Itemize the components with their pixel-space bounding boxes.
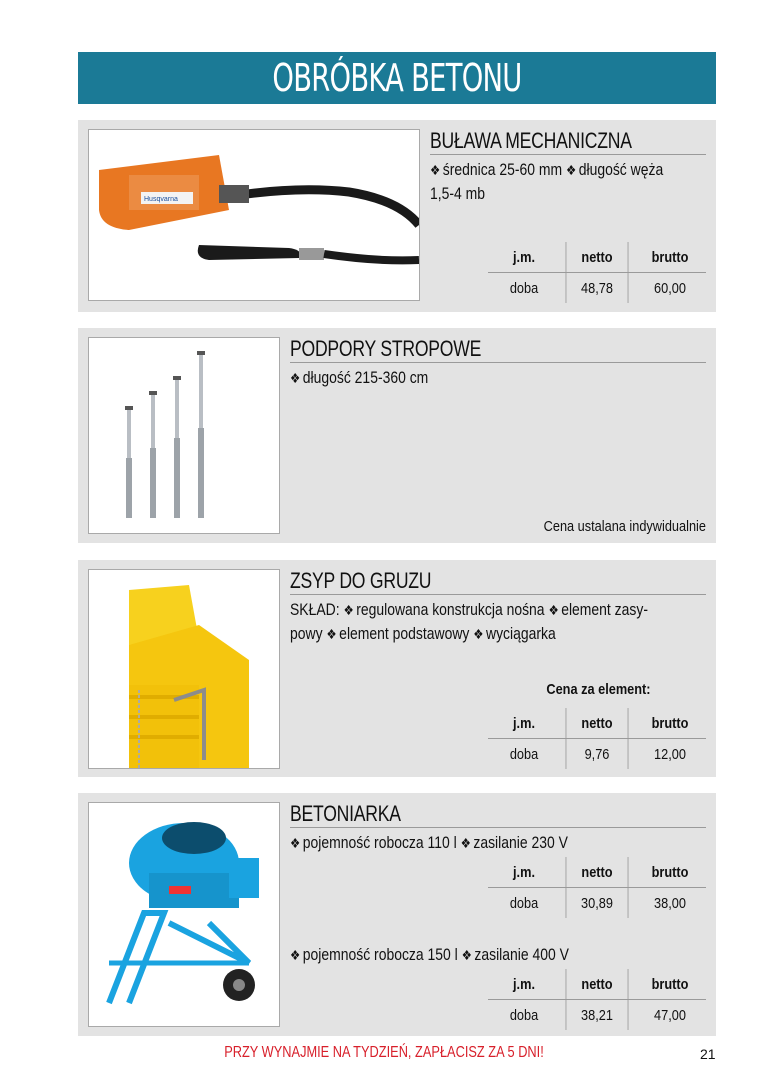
bullet-icon: ❖ bbox=[290, 947, 301, 963]
promo-footer: PRZY WYNAJMIE NA TYDZIEŃ, ZAPŁACISZ ZA 5 DNI! bbox=[224, 1044, 544, 1061]
price-row bbox=[488, 273, 706, 303]
bullet-icon: ❖ bbox=[473, 626, 484, 642]
title-underline bbox=[290, 594, 706, 595]
product-card-vibrator bbox=[78, 120, 716, 312]
gross-price: 38,00 bbox=[654, 894, 686, 912]
price-table bbox=[488, 708, 706, 769]
unit-header: j.m. bbox=[513, 248, 535, 266]
ceiling-props-illustration bbox=[89, 338, 279, 533]
price-row bbox=[488, 888, 706, 918]
concrete-vibrator-image bbox=[88, 129, 420, 301]
product-description: ❖ długość 215-360 cm bbox=[290, 368, 429, 387]
bullet-icon: ❖ bbox=[548, 602, 559, 618]
rubble-chute-illustration bbox=[89, 570, 279, 768]
bullet-icon: ❖ bbox=[326, 626, 337, 642]
net-price: 38,21 bbox=[566, 1000, 629, 1030]
unit-value: doba bbox=[509, 279, 539, 297]
price-header-row bbox=[488, 969, 706, 1000]
net-price: 30,89 bbox=[566, 888, 629, 918]
variant-description: ❖ pojemność robocza 150 l ❖ zasilanie 400 V bbox=[290, 945, 569, 964]
net-header: netto bbox=[566, 242, 629, 272]
gross-header: brutto bbox=[651, 975, 689, 993]
price-table bbox=[488, 242, 706, 303]
net-header: netto bbox=[566, 969, 629, 999]
unit-value: doba bbox=[509, 745, 539, 763]
price-row bbox=[488, 739, 706, 769]
bullet-icon: ❖ bbox=[290, 835, 301, 851]
unit-header: j.m. bbox=[513, 975, 535, 993]
price-note: Cena ustalana indywidualnie bbox=[543, 518, 706, 535]
product-card-mixer bbox=[78, 793, 716, 1036]
gross-price: 47,00 bbox=[654, 1006, 686, 1024]
net-price: 9,76 bbox=[566, 739, 629, 769]
svg-text:Husqvarna: Husqvarna bbox=[144, 196, 178, 203]
product-description: SKŁAD: ❖ regulowana konstrukcja nośna ❖ element zasy- powy ❖ element podstawowy ❖ wyciągarka bbox=[290, 600, 648, 643]
price-table bbox=[488, 969, 706, 1030]
product-description: ❖ średnica 25-60 mm ❖ długość węża 1,5-4 mb bbox=[430, 160, 664, 203]
page-header-banner bbox=[78, 52, 716, 104]
price-header-row bbox=[488, 242, 706, 273]
net-header: netto bbox=[566, 857, 629, 887]
bullet-icon: ❖ bbox=[565, 162, 577, 178]
ceiling-props-image bbox=[88, 337, 280, 534]
concrete-vibrator-illustration bbox=[89, 130, 419, 300]
gross-header: brutto bbox=[651, 714, 689, 732]
bullet-icon: ❖ bbox=[290, 370, 301, 386]
concrete-mixer-image bbox=[88, 802, 280, 1027]
product-title: BUŁAWA MECHANICZNA bbox=[430, 128, 632, 153]
net-price: 48,78 bbox=[566, 273, 629, 303]
price-header-row bbox=[488, 857, 706, 888]
product-title: ZSYP DO GRUZU bbox=[290, 568, 432, 593]
page-title: OBRÓBKA BETONU bbox=[272, 56, 522, 100]
unit-header: j.m. bbox=[513, 714, 535, 732]
product-card-props bbox=[78, 328, 716, 543]
bullet-icon: ❖ bbox=[460, 835, 471, 851]
concrete-mixer-illustration bbox=[89, 803, 279, 1026]
gross-price: 12,00 bbox=[654, 745, 686, 763]
bullet-icon: ❖ bbox=[430, 162, 441, 178]
variant-description: ❖ pojemność robocza 110 l ❖ zasilanie 230 V bbox=[290, 833, 568, 852]
bullet-icon: ❖ bbox=[461, 947, 472, 963]
product-title: PODPORY STROPOWE bbox=[290, 336, 482, 361]
price-row bbox=[488, 1000, 706, 1030]
gross-header: brutto bbox=[651, 248, 689, 266]
unit-value: doba bbox=[509, 1006, 539, 1024]
net-header: netto bbox=[566, 708, 629, 738]
price-note: Cena za element: bbox=[546, 681, 651, 698]
gross-header: brutto bbox=[651, 863, 689, 881]
product-card-chute bbox=[78, 560, 716, 777]
bullet-icon: ❖ bbox=[343, 602, 354, 618]
product-title: BETONIARKA bbox=[290, 801, 401, 826]
title-underline bbox=[290, 827, 706, 828]
price-header-row bbox=[488, 708, 706, 739]
title-underline bbox=[290, 362, 706, 363]
page-number: 21 bbox=[700, 1046, 716, 1062]
unit-value: doba bbox=[509, 894, 539, 912]
rubble-chute-image bbox=[88, 569, 280, 769]
price-table bbox=[488, 857, 706, 918]
title-underline bbox=[430, 154, 706, 155]
unit-header: j.m. bbox=[513, 863, 535, 881]
gross-price: 60,00 bbox=[654, 279, 686, 297]
